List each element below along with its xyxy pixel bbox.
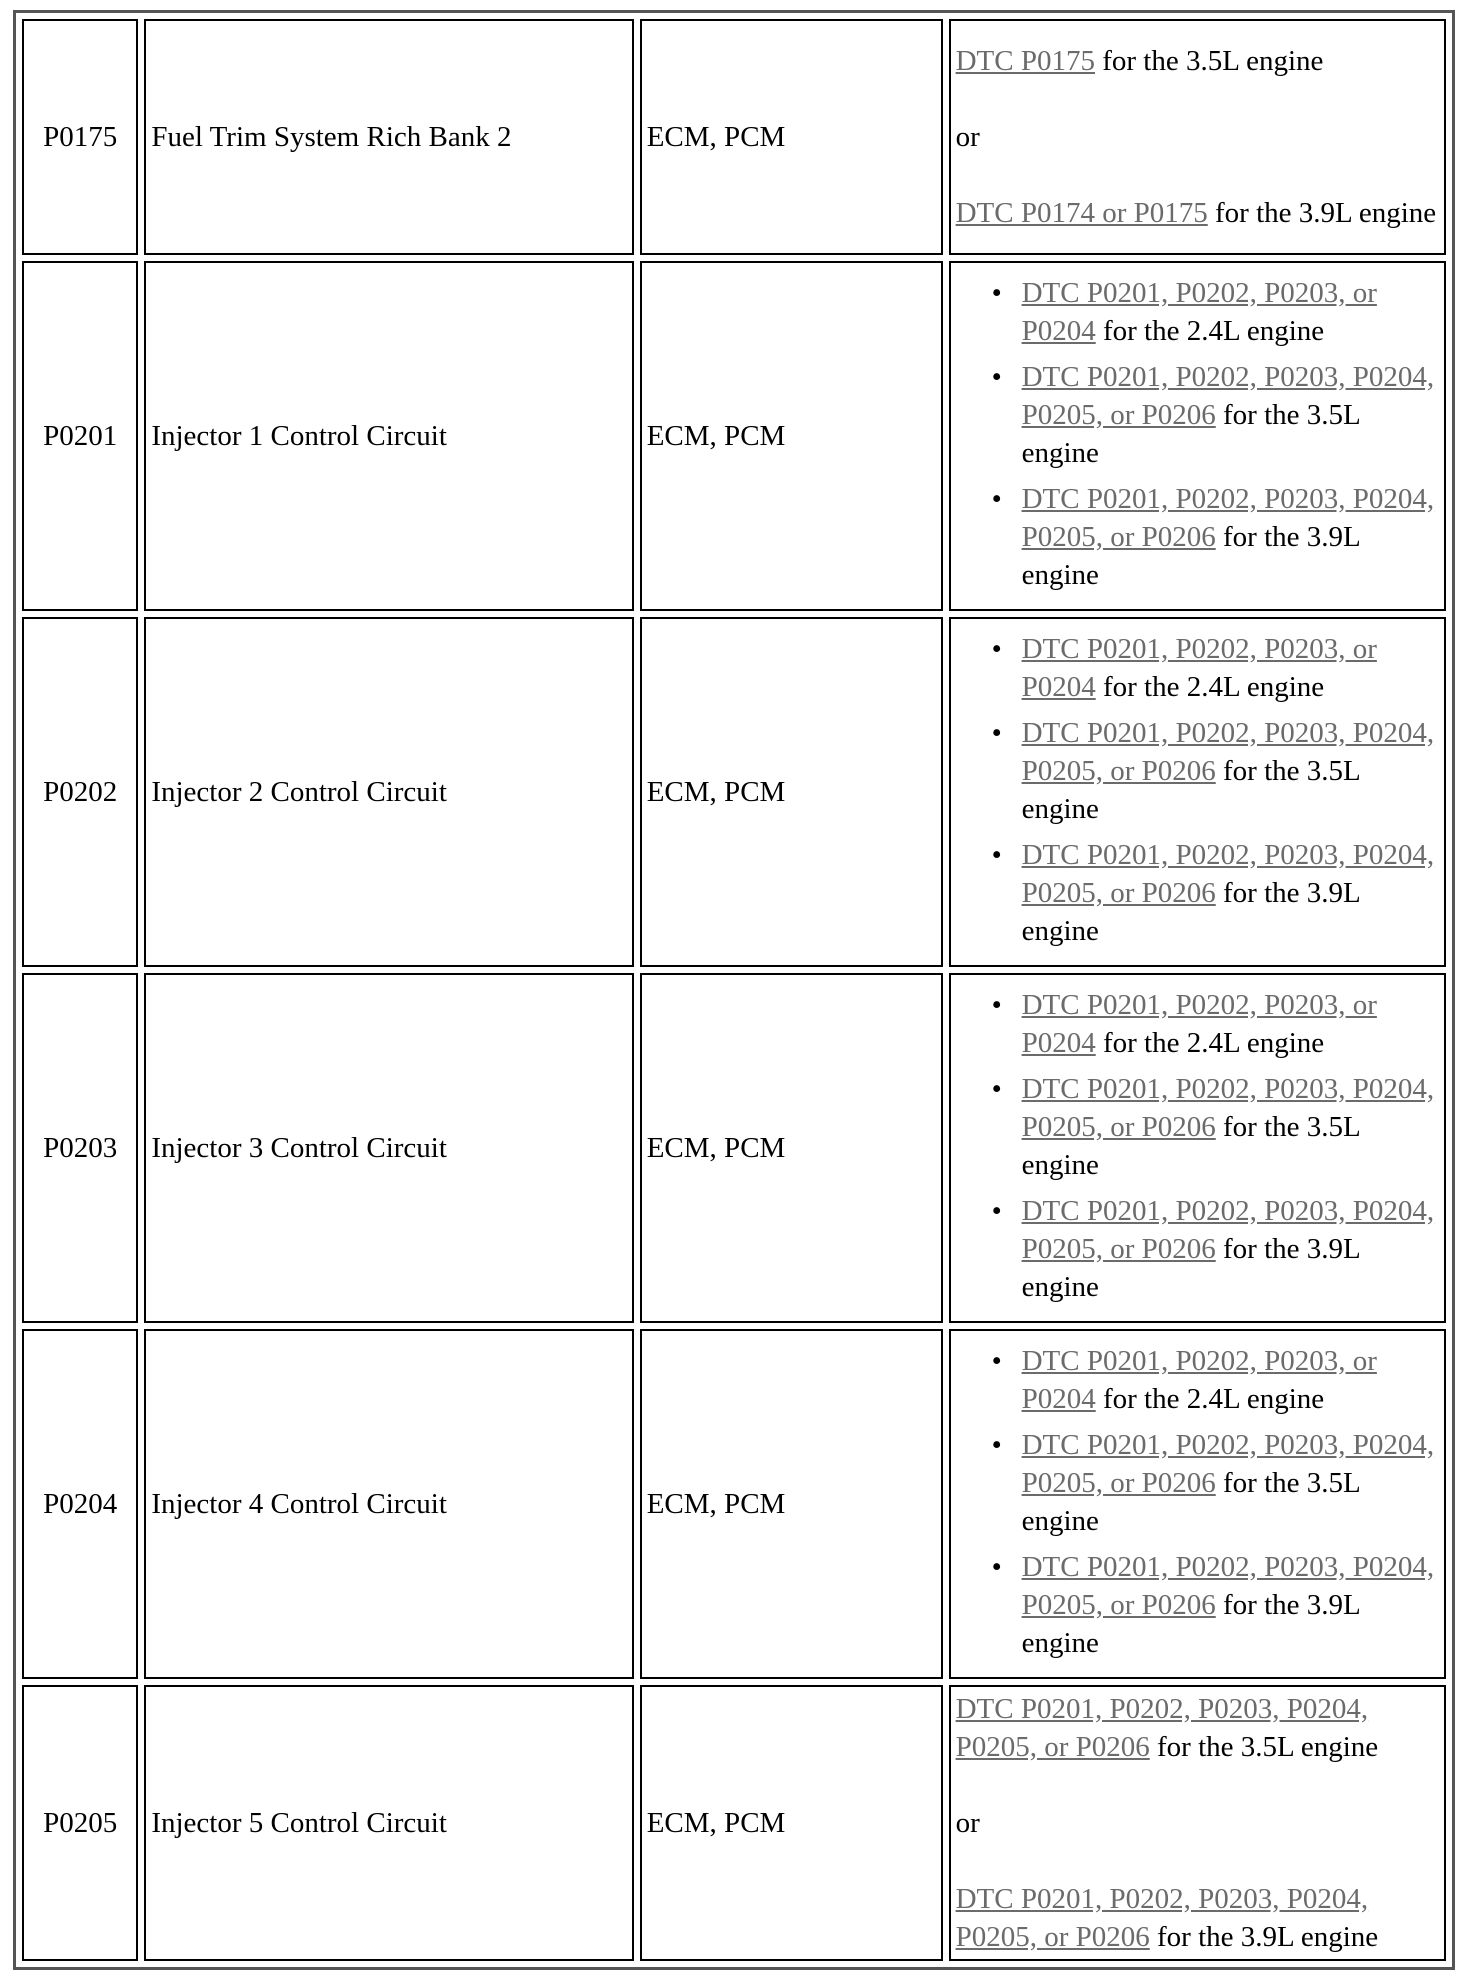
dtc-code: P0205	[43, 1807, 118, 1839]
list-item	[1022, 1426, 1439, 1540]
table-row	[22, 19, 1446, 255]
dtc-info-block	[956, 42, 1439, 232]
dtc-code-cell	[22, 1685, 138, 1961]
dtc-table-container	[13, 10, 1455, 1970]
list-item	[1022, 836, 1439, 950]
dtc-link-suffix: for the 2.4L engine	[1095, 671, 1325, 703]
dtc-module-cell	[640, 261, 943, 611]
dtc-table-body	[22, 19, 1446, 1961]
dtc-module-cell	[640, 19, 943, 255]
dtc-info-list	[956, 986, 1439, 1306]
dtc-description: Injector 5 Control Circuit	[151, 1807, 447, 1839]
dtc-code-cell	[22, 19, 138, 255]
dtc-link-suffix: for the 3.5L engine	[1021, 1467, 1360, 1537]
dtc-link-suffix: for the 2.4L engine	[1095, 315, 1325, 347]
table-row	[22, 1329, 1446, 1679]
dtc-link-suffix: for the 3.9L engine	[1021, 521, 1360, 591]
list-item	[1022, 1070, 1439, 1184]
dtc-code-cell	[22, 1329, 138, 1679]
dtc-info-cell	[949, 1685, 1446, 1961]
dtc-info-entry	[956, 194, 1439, 232]
dtc-link[interactable]: DTC P0201, P0202, P0203, P0204, P0205, or P0206	[1021, 839, 1435, 909]
dtc-description-cell	[144, 261, 633, 611]
or-separator: or	[955, 1807, 980, 1839]
dtc-module: ECM, PCM	[646, 420, 786, 452]
dtc-info-cell	[949, 617, 1446, 967]
dtc-link[interactable]: DTC P0201, P0202, P0203, P0204, P0205, or P0206	[1021, 1551, 1435, 1621]
dtc-link-suffix: for the 3.5L engine	[1021, 755, 1360, 825]
list-item	[1022, 358, 1439, 472]
dtc-link-suffix: for the 3.5L engine	[1094, 45, 1324, 77]
dtc-module-cell	[640, 1329, 943, 1679]
dtc-link[interactable]: DTC P0201, P0202, P0203, P0204, P0205, or P0206	[1021, 1195, 1435, 1265]
dtc-link[interactable]: DTC P0201, P0202, P0203, P0204, P0205, or P0206	[1021, 1073, 1435, 1143]
dtc-link-suffix: for the 3.5L engine	[1149, 1731, 1379, 1763]
dtc-link-suffix: for the 2.4L engine	[1095, 1383, 1325, 1415]
dtc-code-cell	[22, 973, 138, 1323]
dtc-link[interactable]: DTC P0174 or P0175	[955, 197, 1208, 229]
dtc-info-list	[956, 630, 1439, 950]
table-row	[22, 1685, 1446, 1961]
dtc-code-cell	[22, 261, 138, 611]
dtc-module-cell	[640, 1685, 943, 1961]
dtc-code: P0201	[43, 420, 118, 452]
list-item	[1022, 986, 1439, 1062]
dtc-link-suffix: for the 3.9L engine	[1149, 1921, 1379, 1953]
list-item	[1022, 1548, 1439, 1662]
dtc-module-cell	[640, 973, 943, 1323]
dtc-link-suffix: for the 3.9L engine	[1021, 1589, 1360, 1659]
dtc-module-cell	[640, 617, 943, 967]
dtc-link-suffix: for the 3.9L engine	[1021, 877, 1360, 947]
dtc-description-cell	[144, 19, 633, 255]
dtc-link[interactable]: DTC P0201, P0202, P0203, P0204, P0205, or P0206	[955, 1883, 1369, 1953]
dtc-description: Fuel Trim System Rich Bank 2	[151, 121, 512, 153]
dtc-description: Injector 1 Control Circuit	[151, 420, 447, 452]
dtc-description: Injector 2 Control Circuit	[151, 776, 447, 808]
dtc-info-list	[956, 1342, 1439, 1662]
dtc-info-cell	[949, 973, 1446, 1323]
table-row	[22, 617, 1446, 967]
dtc-link-suffix: for the 3.5L engine	[1021, 399, 1360, 469]
dtc-code-cell	[22, 617, 138, 967]
dtc-link-suffix: for the 2.4L engine	[1095, 1027, 1325, 1059]
dtc-description-cell	[144, 1685, 633, 1961]
dtc-info-list	[956, 274, 1439, 594]
or-separator: or	[955, 121, 980, 153]
dtc-info-cell	[949, 1329, 1446, 1679]
dtc-link-suffix: for the 3.9L engine	[1021, 1233, 1360, 1303]
dtc-code: P0204	[43, 1488, 118, 1520]
dtc-module: ECM, PCM	[646, 1807, 786, 1839]
dtc-description-cell	[144, 1329, 633, 1679]
dtc-description-cell	[144, 973, 633, 1323]
dtc-description: Injector 4 Control Circuit	[151, 1488, 447, 1520]
dtc-link[interactable]: DTC P0201, P0202, P0203, P0204, P0205, or P0206	[955, 1693, 1369, 1763]
table-row	[22, 261, 1446, 611]
list-item	[1022, 274, 1439, 350]
dtc-info-entry	[956, 1880, 1439, 1956]
dtc-link[interactable]: DTC P0201, P0202, P0203, P0204, P0205, or P0206	[1021, 483, 1435, 553]
dtc-link-suffix: for the 3.5L engine	[1021, 1111, 1360, 1181]
dtc-module: ECM, PCM	[646, 1132, 786, 1164]
dtc-info-cell	[949, 261, 1446, 611]
table-row	[22, 973, 1446, 1323]
dtc-code: P0203	[43, 1132, 118, 1164]
list-item	[1022, 480, 1439, 594]
dtc-table	[13, 10, 1455, 1970]
dtc-link[interactable]: DTC P0201, P0202, P0203, P0204, P0205, or P0206	[1021, 1429, 1435, 1499]
dtc-link-suffix: for the 3.9L engine	[1207, 197, 1437, 229]
dtc-link[interactable]: DTC P0201, P0202, P0203, or P0204	[1021, 633, 1377, 703]
list-item	[1022, 1342, 1439, 1418]
list-item	[1022, 630, 1439, 706]
dtc-link[interactable]: DTC P0175	[955, 45, 1095, 77]
list-item	[1022, 714, 1439, 828]
dtc-code: P0175	[43, 121, 118, 153]
dtc-module: ECM, PCM	[646, 776, 786, 808]
dtc-link[interactable]: DTC P0201, P0202, P0203, P0204, P0205, or P0206	[1021, 361, 1435, 431]
dtc-link[interactable]: DTC P0201, P0202, P0203, P0204, P0205, or P0206	[1021, 717, 1435, 787]
dtc-info-block	[956, 1690, 1439, 1956]
dtc-module: ECM, PCM	[646, 121, 786, 153]
dtc-info-cell	[949, 19, 1446, 255]
dtc-link[interactable]: DTC P0201, P0202, P0203, or P0204	[1021, 989, 1377, 1059]
dtc-info-entry	[956, 1690, 1439, 1766]
dtc-description: Injector 3 Control Circuit	[151, 1132, 447, 1164]
dtc-link[interactable]: DTC P0201, P0202, P0203, or P0204	[1021, 277, 1377, 347]
dtc-code: P0202	[43, 776, 118, 808]
dtc-link[interactable]: DTC P0201, P0202, P0203, or P0204	[1021, 1345, 1377, 1415]
list-item	[1022, 1192, 1439, 1306]
dtc-module: ECM, PCM	[646, 1488, 786, 1520]
dtc-description-cell	[144, 617, 633, 967]
dtc-info-entry	[956, 42, 1439, 80]
